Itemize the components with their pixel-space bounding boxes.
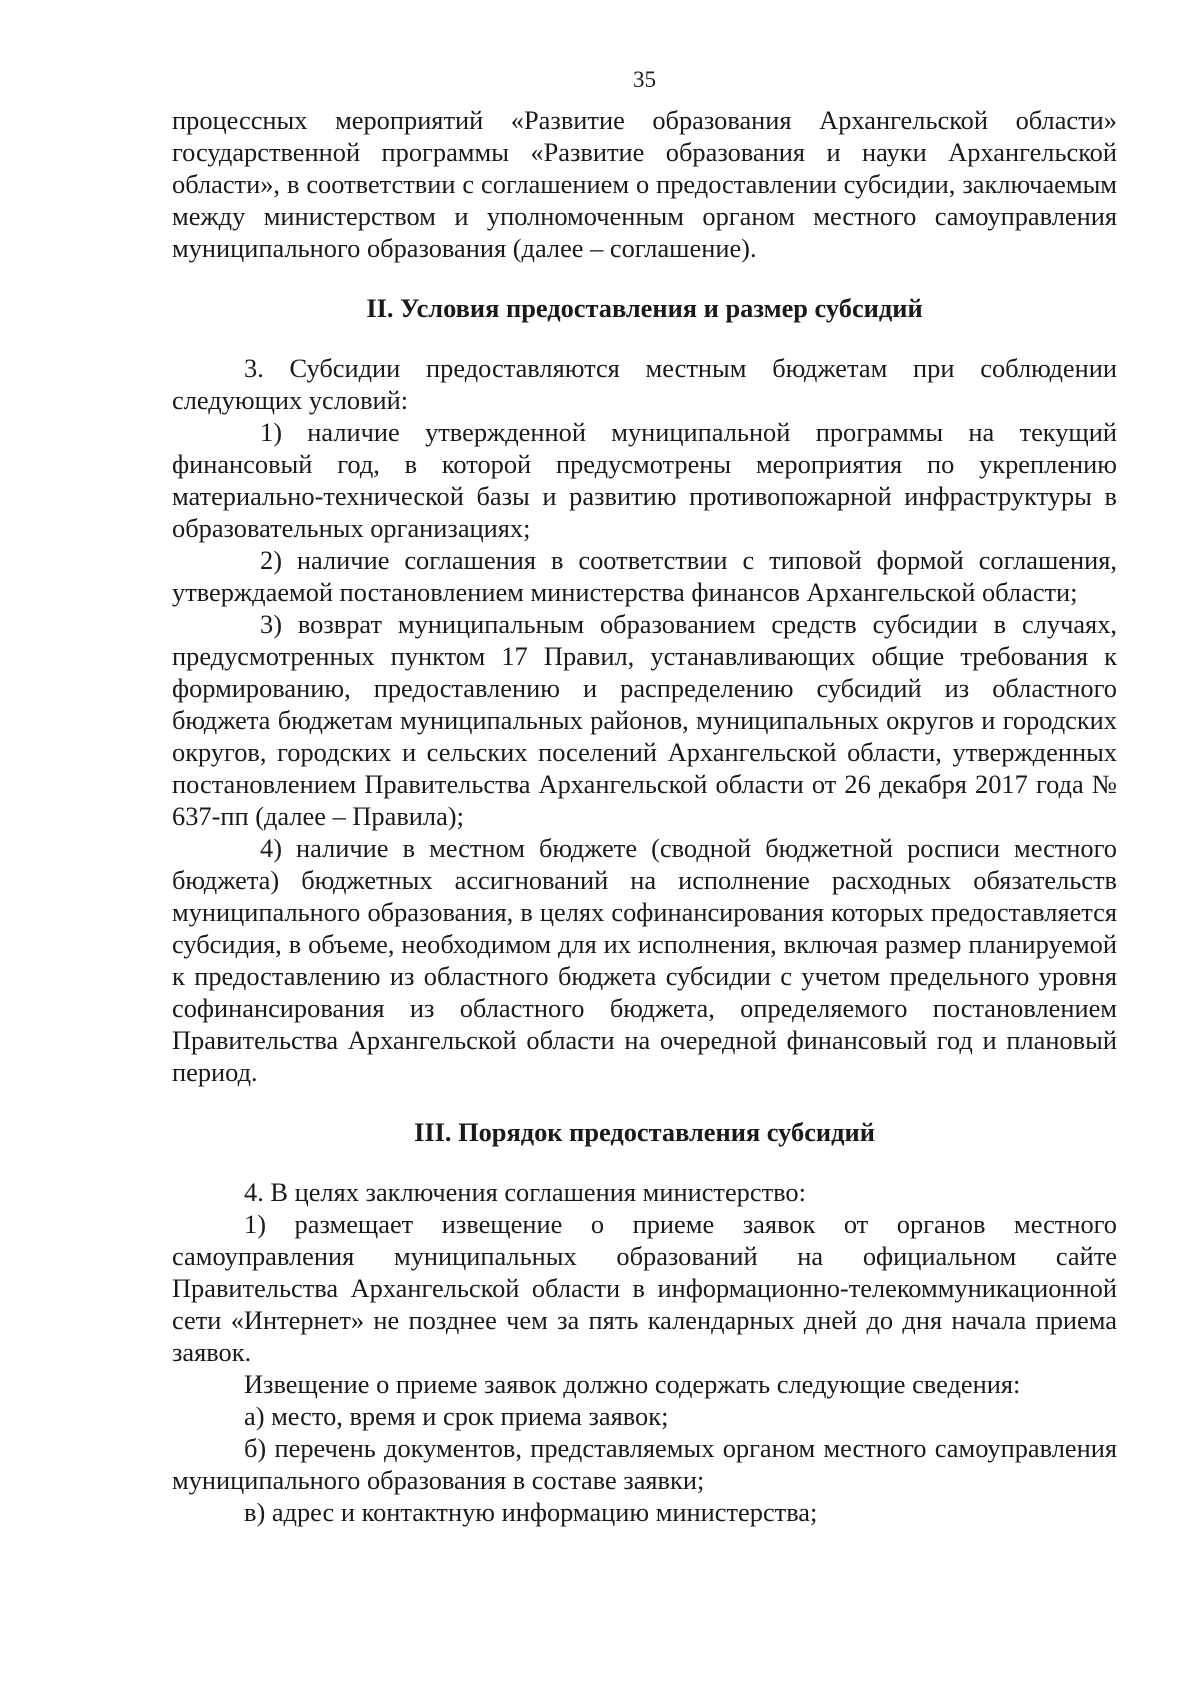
paragraph-3: 3. Субсидии предоставляются местным бюджетам при соблюдении следующих условий: [172, 353, 1117, 415]
section-2-heading: II. Условия предоставления и размер субсидий [366, 293, 923, 323]
paragraph-3-item-4: 4) наличие в местном бюджете (сводной бюджетной росписи местного бюджета) бюджетных ассигнований на исполнение расходных обязательств муниципального образования, в целях софинансирования которых предоставляется субсидия, в объеме, необходимом для их исполнения, включая размер планируемой к предоставлению из областного бюджета субсидии с учетом предельного уровня софинансирования из областного бюджета, определяемого постановлением Правительства Архангельской области на очередной финансовый год и плановый период. [172, 833, 1117, 1087]
paragraph-4-item-1: 1) размещает извещение о приеме заявок от органов местного самоуправления муниципальных образований на официальном сайте Правительства Архангельской области в информационно-телекоммуникационной сети «Интернет» не позднее чем за пять календарных дней до дня начала приема заявок. [172, 1209, 1117, 1367]
intro-paragraph: процессных мероприятий «Развитие образования Архангельской области» государственной программы «Развитие образования и науки Архангельской области», в соответствии с соглашением о предоставлении субсидии, заключаемым между министерством и уполномоченным органом местного самоуправления муниципального образования (далее – соглашение). [172, 105, 1117, 263]
document-page [172, 56, 1117, 1528]
paragraph-4: 4. В целях заключения соглашения министерство: [244, 1177, 806, 1207]
paragraph-3-item-1: 1) наличие утвержденной муниципальной программы на текущий финансовый год, в которой предусмотрены мероприятия по укреплению материально-технической базы и развитию противопожарной инфраструктуры в образовательных организациях; [172, 417, 1117, 543]
notice-item-a: а) место, время и срок приема заявок; [244, 1401, 669, 1431]
page-number: 35 [633, 67, 656, 92]
notice-item-c: в) адрес и контактную информацию министерства; [244, 1497, 818, 1527]
paragraph-3-item-3: 3) возврат муниципальным образованием средств субсидии в случаях, предусмотренных пунктом 17 Правил, устанавливающих общие требования к формированию, предоставлению и распределению субсидий из областного бюджета бюджетам муниципальных районов, муниципальных округов и городских округов, городских и сельских поселений Архангельской области, утвержденных постановлением Правительства Архангельской области от 26 декабря 2017 года № 637-пп (далее – Правила); [172, 609, 1117, 831]
paragraph-3-item-2: 2) наличие соглашения в соответствии с типовой формой соглашения, утверждаемой постановлением министерства финансов Архангельской области; [172, 545, 1117, 607]
section-3-heading: III. Порядок предоставления субсидий [414, 1117, 875, 1147]
notice-requirements: Извещение о приеме заявок должно содержать следующие сведения: [244, 1369, 1021, 1399]
notice-item-b: б) перечень документов, представляемых органом местного самоуправления муниципального образования в составе заявки; [172, 1433, 1117, 1495]
